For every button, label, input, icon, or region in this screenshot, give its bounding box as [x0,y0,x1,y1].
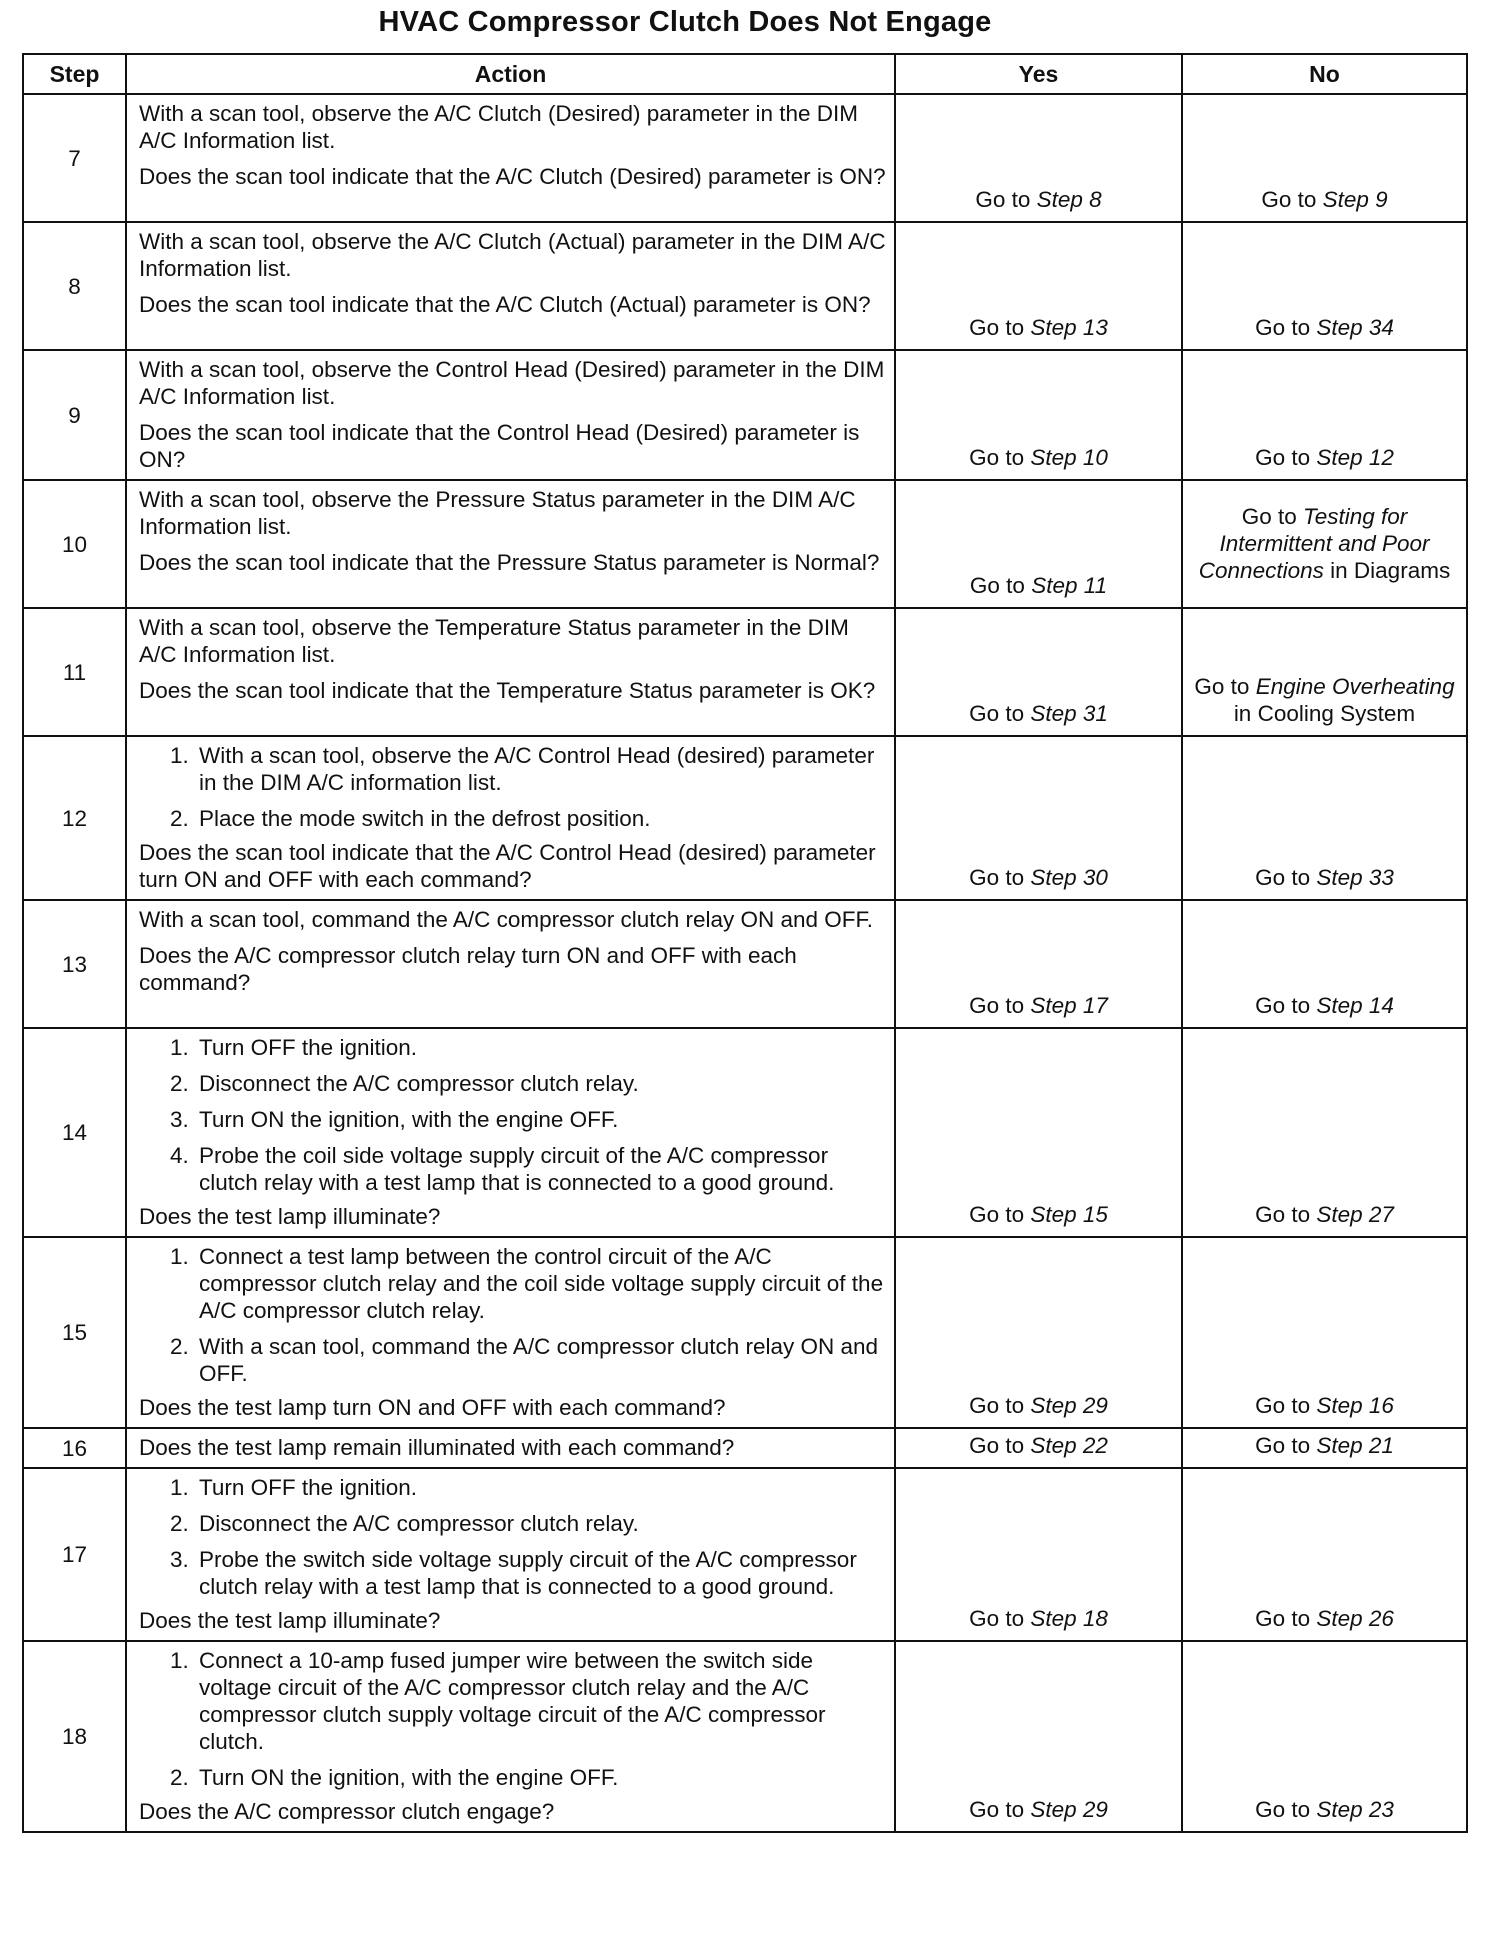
go-to-text: Go to [1255,445,1311,470]
action-instruction: With a scan tool, observe the A/C Clutch (Desired) parameter in the DIM A/C Information list. [139,101,859,153]
table-row [23,222,1467,350]
yes-cell [895,1237,1182,1428]
table-row [23,1641,1467,1832]
no-cell [1182,736,1467,900]
action-steps-list [139,742,886,832]
action-question: Does the test lamp illuminate? [139,1204,441,1229]
action-steps-list [139,1243,886,1387]
action-cell [126,1468,895,1641]
go-to-text: Go to [1255,1202,1311,1227]
go-to-text: Go to [1255,1606,1311,1631]
no-reference-link[interactable]: Engine Overheating [1255,674,1455,699]
yes-step-link[interactable]: Step 29 [1030,1393,1108,1418]
yes-step-link[interactable]: Step 30 [1030,865,1108,890]
table-row [23,1468,1467,1641]
no-cell [1182,222,1467,350]
action-cell [126,900,895,1028]
header-yes: Yes [895,54,1182,94]
action-question: Does the A/C compressor clutch engage? [139,1799,555,1824]
yes-cell [895,1028,1182,1237]
yes-step-link[interactable]: Step 15 [1030,1202,1108,1227]
yes-step-link[interactable]: Step 18 [1030,1606,1108,1631]
action-question: Does the scan tool indicate that the A/C Control Head (desired) parameter turn ON and OFF with each command? [139,840,876,892]
action-instruction: With a scan tool, observe the Temperature Status parameter in the DIM A/C Information list. [139,615,849,667]
go-to-text: Go to [969,573,1025,598]
yes-step-link[interactable]: Step 17 [1030,993,1108,1018]
action-steps-list [139,1474,886,1600]
step-number: 10 [23,480,126,608]
no-cell [1182,900,1467,1028]
yes-cell [895,1641,1182,1832]
header-action: Action [126,54,895,94]
yes-cell [895,736,1182,900]
action-question: Does the scan tool indicate that the Pressure Status parameter is Normal? [139,550,880,575]
table-header-row [23,54,1467,94]
yes-cell [895,1428,1182,1468]
yes-cell [895,900,1182,1028]
go-to-text: Go to [969,315,1025,340]
table-row [23,480,1467,608]
step-number: 15 [23,1237,126,1428]
action-instruction: With a scan tool, command the A/C compressor clutch relay ON and OFF. [139,907,874,932]
yes-step-link[interactable]: Step 8 [1036,187,1102,212]
action-cell [126,1428,895,1468]
go-to-text: Go to [1261,187,1317,212]
action-step-item: 1. Connect a test lamp between the control circuit of the A/C compressor clutch relay and the coil side voltage supply circuit of the A/C compressor clutch relay. [195,1243,886,1324]
table-row [23,608,1467,736]
go-to-text: Go to [969,1433,1025,1458]
action-question: Does the scan tool indicate that the Temperature Status parameter is OK? [139,678,876,703]
yes-cell [895,1468,1182,1641]
action-instruction: With a scan tool, observe the A/C Clutch (Actual) parameter in the DIM A/C Information list. [139,229,886,281]
table-row [23,350,1467,480]
action-cell [126,222,895,350]
yes-step-link[interactable]: Step 11 [1031,573,1108,598]
table-row [23,1237,1467,1428]
table-row [23,900,1467,1028]
step-number: 8 [23,222,126,350]
yes-step-link[interactable]: Step 10 [1030,445,1108,470]
no-step-link[interactable]: Step 27 [1316,1202,1394,1227]
action-step-item: 1. Connect a 10-amp fused jumper wire between the switch side voltage circuit of the A/C compressor clutch relay and the A/C compressor clutch supply voltage circuit of the A/C compressor clutch. [195,1647,886,1755]
no-step-link[interactable]: Step 21 [1316,1433,1394,1458]
yes-cell [895,350,1182,480]
action-question: Does the test lamp illuminate? [139,1608,441,1633]
no-reference-section: Cooling System [1257,701,1416,726]
action-cell [126,1237,895,1428]
step-number: 7 [23,94,126,222]
action-step-item: 2. Disconnect the A/C compressor clutch relay. [195,1070,886,1097]
action-question: Does the test lamp remain illuminated with each command? [139,1435,735,1460]
no-step-link[interactable]: Step 9 [1322,187,1388,212]
action-step-item: 2. Place the mode switch in the defrost position. [195,805,886,832]
go-to-text: Go to [1194,674,1250,699]
step-number: 18 [23,1641,126,1832]
yes-cell [895,94,1182,222]
no-reference-section: Diagrams [1353,557,1451,583]
action-step-item: 2. Disconnect the A/C compressor clutch relay. [195,1510,886,1537]
action-step-item: 1. With a scan tool, observe the A/C Control Head (desired) parameter in the DIM A/C information list. [195,742,886,796]
action-step-item: 4. Probe the coil side voltage supply circuit of the A/C compressor clutch relay with a test lamp that is connected to a good ground. [195,1142,886,1196]
step-number: 13 [23,900,126,1028]
action-question: Does the scan tool indicate that the A/C Clutch (Actual) parameter is ON? [139,292,871,317]
step-number: 11 [23,608,126,736]
diagnostic-table [22,53,1468,1833]
go-to-text: Go to [969,993,1025,1018]
go-to-text: Go to [969,701,1025,726]
table-row [23,736,1467,900]
action-step-item: 3. Turn ON the ignition, with the engine OFF. [195,1106,886,1133]
header-step: Step [23,54,126,94]
action-steps-list [139,1034,886,1196]
action-cell [126,1028,895,1237]
in-text: in [1233,701,1252,726]
action-question: Does the scan tool indicate that the Control Head (Desired) parameter is ON? [139,420,860,472]
yes-cell [895,608,1182,736]
action-question: Does the scan tool indicate that the A/C Clutch (Desired) parameter is ON? [139,164,886,189]
go-to-text: Go to [969,865,1025,890]
table-row [23,94,1467,222]
action-cell [126,350,895,480]
yes-step-link[interactable]: Step 31 [1030,701,1108,726]
no-cell [1182,480,1467,608]
go-to-text: Go to [969,445,1025,470]
action-step-item: 1. Turn OFF the ignition. [195,1474,886,1501]
action-question: Does the test lamp turn ON and OFF with each command? [139,1395,726,1420]
go-to-text: Go to [969,1202,1025,1227]
table-row [23,1428,1467,1468]
no-step-link[interactable]: Step 34 [1316,315,1394,340]
go-to-text: Go to [1255,865,1311,890]
step-number: 17 [23,1468,126,1641]
go-to-text: Go to [1255,1797,1311,1822]
go-to-text: Go to [1255,1433,1311,1458]
action-cell [126,608,895,736]
no-step-link[interactable]: Step 14 [1316,993,1394,1018]
no-step-link[interactable]: Step 26 [1316,1606,1394,1631]
go-to-text: Go to [969,1797,1025,1822]
action-cell [126,480,895,608]
yes-step-link[interactable]: Step 13 [1030,315,1108,340]
yes-cell [895,480,1182,608]
no-cell [1182,1468,1467,1641]
no-cell [1182,608,1467,736]
action-instruction: With a scan tool, observe the Control Head (Desired) parameter in the DIM A/C Information list. [139,357,885,409]
yes-step-link[interactable]: Step 22 [1030,1433,1108,1458]
header-no: No [1182,54,1467,94]
step-number: 9 [23,350,126,480]
no-step-link[interactable]: Step 16 [1316,1393,1394,1418]
no-reference-link[interactable]: Testing for Intermittent and Poor Connections [1198,503,1430,583]
action-instruction: With a scan tool, observe the Pressure Status parameter in the DIM A/C Information list. [139,487,856,539]
no-cell [1182,1428,1467,1468]
go-to-text: Go to [1241,503,1297,529]
no-cell [1182,1641,1467,1832]
action-step-item: 3. Probe the switch side voltage supply circuit of the A/C compressor clutch relay with a test lamp that is connected to a good ground. [195,1546,886,1600]
no-step-link[interactable]: Step 33 [1316,865,1394,890]
action-step-item: 2. With a scan tool, command the A/C compressor clutch relay ON and OFF. [195,1333,886,1387]
table-row [23,1028,1467,1237]
page-title: HVAC Compressor Clutch Does Not Engage [378,6,992,38]
go-to-text: Go to [1255,993,1311,1018]
step-number: 16 [23,1428,126,1468]
no-cell [1182,350,1467,480]
step-number: 14 [23,1028,126,1237]
no-step-link[interactable]: Step 23 [1316,1797,1394,1822]
action-question: Does the A/C compressor clutch relay turn ON and OFF with each command? [139,943,797,995]
no-step-link[interactable]: Step 12 [1316,445,1394,470]
go-to-text: Go to [969,1393,1025,1418]
in-text: in [1330,557,1348,583]
step-number: 12 [23,736,126,900]
go-to-text: Go to [1255,1393,1311,1418]
yes-step-link[interactable]: Step 29 [1030,1797,1108,1822]
action-cell [126,736,895,900]
action-steps-list [139,1647,886,1791]
action-cell [126,1641,895,1832]
action-cell [126,94,895,222]
no-cell [1182,1237,1467,1428]
action-step-item: 2. Turn ON the ignition, with the engine OFF. [195,1764,886,1791]
no-cell [1182,1028,1467,1237]
go-to-text: Go to [1255,315,1311,340]
no-cell [1182,94,1467,222]
go-to-text: Go to [969,1606,1025,1631]
go-to-text: Go to [975,187,1031,212]
yes-cell [895,222,1182,350]
action-step-item: 1. Turn OFF the ignition. [195,1034,886,1061]
